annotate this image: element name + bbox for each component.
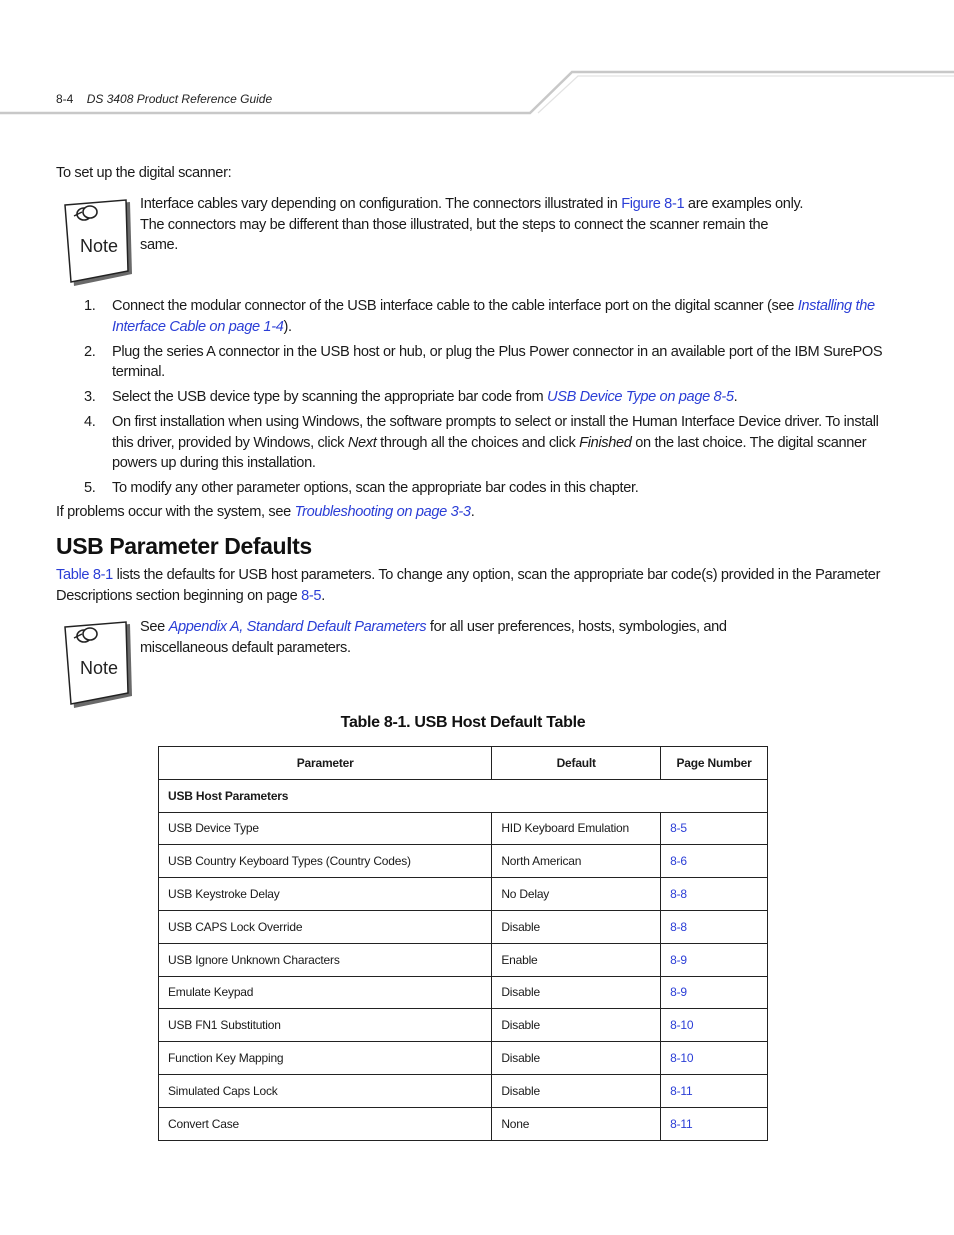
usb-device-type-link[interactable]: USB Device Type on page 8-5	[547, 389, 734, 405]
page-link[interactable]: 8-8	[670, 887, 687, 902]
table-row	[159, 1074, 768, 1107]
step-4-part2: through all the choices and click	[376, 434, 580, 451]
step-5-text: To modify any other parameter options, scan the appropriate bar codes in this chapter.	[112, 480, 639, 496]
table-row	[159, 1009, 768, 1042]
note-1-part2: are examples only. The connectors may be different than those illustrated, but the steps to connect the scanner remain the same.	[140, 196, 804, 253]
cell-page-number	[661, 1009, 768, 1042]
troubleshooting-link[interactable]: Troubleshooting on page 3-3	[294, 504, 471, 520]
section-title: USB Parameter Defaults	[56, 533, 312, 559]
step-2	[56, 342, 886, 383]
cell-parameter: USB FN1 Substitution	[159, 1009, 492, 1042]
table-row	[159, 943, 768, 976]
cell-parameter: Function Key Mapping	[159, 1042, 492, 1075]
cell-parameter: Emulate Keypad	[159, 976, 492, 1009]
header-parameter: Parameter	[159, 747, 492, 780]
figure-8-1-link[interactable]: Figure 8-1	[621, 196, 685, 212]
step-4-part1: On first installation when using Windows, the software prompts to select or install the Human Interface Device driver. To install this driver, provided by Windows, click	[112, 414, 879, 451]
setup-steps-list	[56, 296, 886, 503]
cell-default: Enable	[492, 943, 661, 976]
page-link[interactable]: 8-6	[670, 854, 687, 869]
cell-page-number	[661, 976, 768, 1009]
note-2-text	[140, 617, 760, 658]
table-row	[159, 845, 768, 878]
header-guide-title: DS 3408 Product Reference Guide	[86, 92, 273, 106]
cell-page-number	[661, 878, 768, 911]
header-page-number: 8-4	[56, 92, 74, 106]
header-default: Default	[492, 747, 661, 780]
cell-default: Disable	[492, 910, 661, 943]
table-header-row	[159, 747, 768, 780]
running-header	[56, 92, 272, 106]
page-link[interactable]: 8-8	[670, 919, 687, 934]
step-4	[56, 412, 886, 474]
cell-default: Disable	[492, 1042, 661, 1075]
cell-parameter: Convert Case	[159, 1107, 492, 1140]
note-1-part1: Interface cables vary depending on configuration. The connectors illustrated in	[140, 196, 622, 212]
page-link[interactable]: 8-5	[670, 821, 687, 836]
troubleshooting-part2: .	[470, 504, 475, 520]
step-5-number: 5.	[84, 480, 96, 496]
note-1-text	[140, 194, 805, 256]
section-paragraph	[56, 565, 886, 606]
page-link[interactable]: 8-10	[670, 1051, 694, 1066]
step-4-finished-emphasis: Finished	[579, 434, 632, 451]
table-row	[159, 812, 768, 845]
step-1-part1: Connect the modular connector of the USB interface cable to the cable interface port on the digital scanner (see	[112, 298, 798, 314]
cell-parameter: USB Ignore Unknown Characters	[159, 943, 492, 976]
troubleshooting-text	[56, 502, 474, 523]
step-3-number: 3.	[84, 389, 96, 405]
cell-page-number	[661, 943, 768, 976]
page-link[interactable]: 8-9	[670, 985, 687, 1000]
step-1-part2: ).	[283, 318, 292, 335]
step-5	[56, 478, 886, 499]
table-row	[159, 910, 768, 943]
table-row	[159, 976, 768, 1009]
page-link[interactable]: 8-11	[670, 1116, 693, 1131]
cell-page-number	[661, 910, 768, 943]
page-link[interactable]: 8-11	[670, 1083, 693, 1098]
page-link[interactable]: 8-10	[670, 1018, 694, 1033]
intro-text: To set up the digital scanner:	[56, 165, 232, 181]
page-8-5-link[interactable]: 8-5	[301, 587, 322, 604]
table-row	[159, 878, 768, 911]
step-4-part3: on the last choice. The digital scanner powers up during this installation.	[112, 434, 867, 471]
cell-default: Disable	[492, 1074, 661, 1107]
cell-page-number	[661, 1074, 768, 1107]
table-caption: Table 8-1. USB Host Default Table	[340, 714, 586, 731]
cell-page-number	[661, 1042, 768, 1075]
table-row	[159, 1107, 768, 1140]
cell-page-number	[661, 845, 768, 878]
note-2-part2: for all user preferences, hosts, symbologies, and miscellaneous default parameters.	[140, 619, 727, 656]
group-usb-host-parameters: USB Host Parameters	[159, 779, 768, 812]
step-3-part1: Select the USB device type by scanning the appropriate bar code from	[112, 389, 548, 405]
installing-interface-cable-link[interactable]: Installing the Interface Cable on page 1-4	[112, 298, 875, 335]
step-1-number: 1.	[84, 298, 96, 314]
step-2-text: Plug the series A connector in the USB host or hub, or plug the Plus Power connector in an available port of the IBM SurePOS terminal.	[112, 343, 883, 380]
cell-parameter: USB Device Type	[159, 812, 492, 845]
cell-parameter: USB CAPS Lock Override	[159, 910, 492, 943]
note-icon-label: Note	[80, 658, 119, 678]
cell-default: Disable	[492, 976, 661, 1009]
note-paper-clip-icon	[60, 198, 142, 290]
step-3-part2: .	[733, 389, 738, 405]
step-1	[56, 296, 886, 337]
header-page-number: Page Number	[661, 747, 768, 780]
cell-parameter: USB Keystroke Delay	[159, 878, 492, 911]
cell-default: No Delay	[492, 878, 661, 911]
page-link[interactable]: 8-9	[670, 952, 687, 967]
cell-page-number	[661, 1107, 768, 1140]
step-3	[56, 387, 886, 408]
step-4-next-emphasis: Next	[347, 434, 377, 451]
cell-page-number	[661, 812, 768, 845]
note-icon-label: Note	[80, 236, 119, 256]
table-row	[159, 1042, 768, 1075]
table-8-1-link[interactable]: Table 8-1	[56, 567, 113, 583]
usb-host-default-table	[158, 746, 768, 1141]
cell-default: None	[492, 1107, 661, 1140]
troubleshooting-part1: If problems occur with the system, see	[56, 504, 295, 520]
cell-parameter: USB Country Keyboard Types (Country Codes)	[159, 845, 492, 878]
cell-default: Disable	[492, 1009, 661, 1042]
step-2-number: 2.	[84, 343, 96, 360]
appendix-a-link[interactable]: Appendix A, Standard Default Parameters	[168, 619, 427, 635]
section-paragraph-part2: .	[321, 587, 325, 604]
cell-parameter: Simulated Caps Lock	[159, 1074, 492, 1107]
section-paragraph-part1: lists the defaults for USB host parameters. To change any option, scan the appropriate bar code(s) provided in the Parameter Descriptions section beginning on page	[56, 567, 881, 604]
note-2-part1: See	[140, 619, 169, 635]
cell-default: HID Keyboard Emulation	[492, 812, 661, 845]
table-group-row	[159, 779, 768, 812]
note-paper-clip-icon	[60, 620, 142, 712]
cell-default: North American	[492, 845, 661, 878]
step-4-number: 4.	[84, 414, 96, 430]
